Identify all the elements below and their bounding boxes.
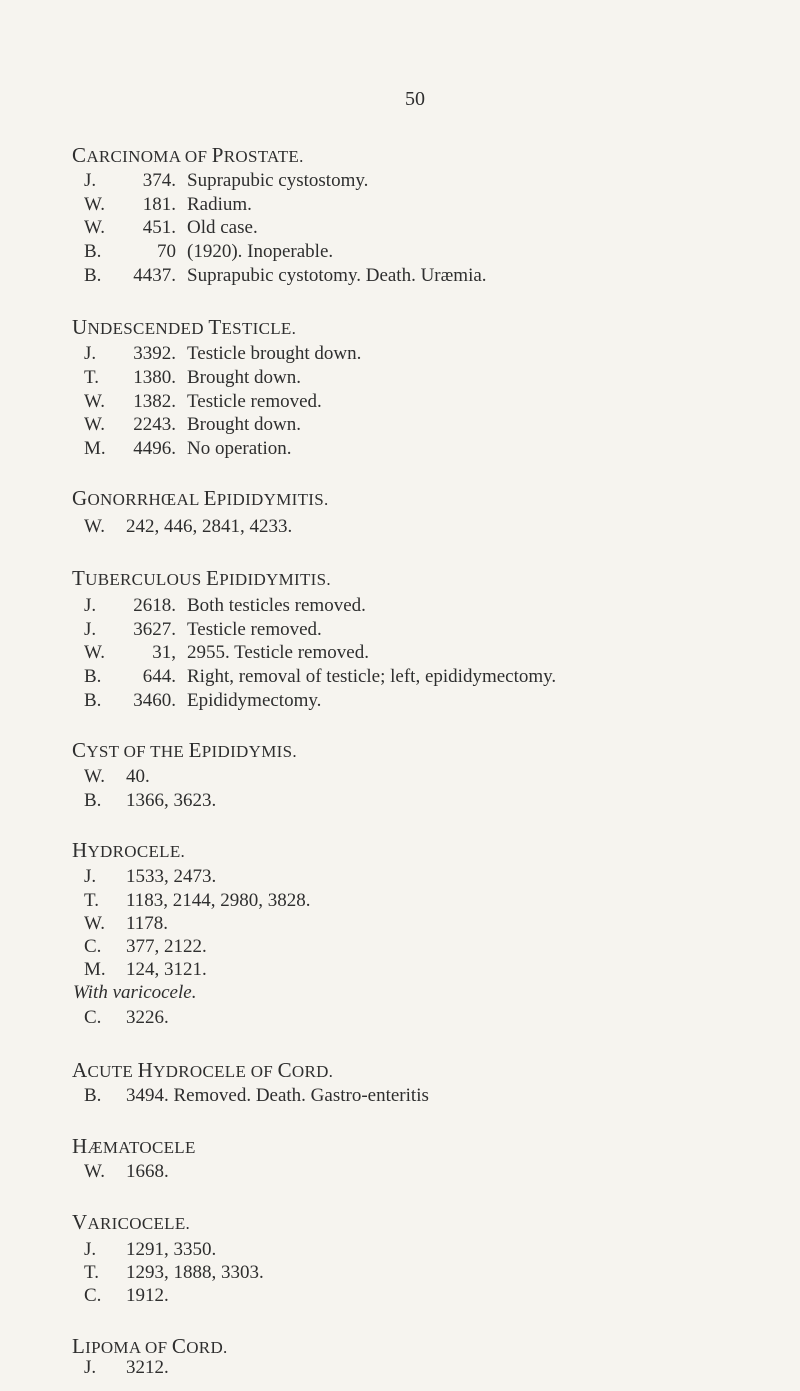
case-row: W. 181. Radium. <box>84 194 252 215</box>
section-heading-acute-hydrocele-cord: ACUTE HYDROCELE OF CORD. <box>72 1058 334 1082</box>
case-row: W. 451. Old case. <box>84 217 258 238</box>
case-row: J. 3392. Testicle brought down. <box>84 343 362 364</box>
case-row: M. 4496. No operation. <box>84 438 292 459</box>
page-number: 50 <box>405 88 425 110</box>
case-row: B. 3460. Epididymectomy. <box>84 690 322 711</box>
case-row: B. 644. Right, removal of testicle; left, epididymectomy. <box>84 666 557 687</box>
case-row: M. 124, 3121. <box>84 959 207 980</box>
section-heading-gonorrhoeal-epididymitis: GONORRHŒAL EPIDIDYMITIS. <box>72 486 329 510</box>
case-row: J. 3627. Testicle removed. <box>84 619 322 640</box>
case-row: W. 31, 2955. Testicle removed. <box>84 642 369 663</box>
case-row: J. 374. Suprapubic cystostomy. <box>84 170 369 191</box>
case-row: J. 3212. <box>84 1357 169 1378</box>
section-heading-haematocele: HÆMATOCELE <box>72 1134 196 1158</box>
case-row: C. 377, 2122. <box>84 936 207 957</box>
case-row: T. 1183, 2144, 2980, 3828. <box>84 890 311 911</box>
case-row: C. 3226. <box>84 1007 169 1028</box>
case-row: B. 3494. Removed. Death. Gastro-enteritis <box>84 1085 429 1106</box>
section-heading-varicocele: VARICOCELE. <box>72 1210 191 1234</box>
case-row: W. 1668. <box>84 1161 169 1182</box>
section-heading-cyst-epididymis: CYST OF THE EPIDIDYMIS. <box>72 738 297 762</box>
case-row: J. 2618. Both testicles removed. <box>84 595 366 616</box>
case-row: B. 1366, 3623. <box>84 790 217 811</box>
section-heading-tuberculous-epididymitis: TUBERCULOUS EPIDIDYMITIS. <box>72 566 331 590</box>
case-row: T. 1380. Brought down. <box>84 367 301 388</box>
section-heading-carcinoma-prostate: CARCINOMA OF PROSTATE. <box>72 143 304 167</box>
case-row: J. 1291, 3350. <box>84 1239 217 1260</box>
case-row: W. 2243. Brought down. <box>84 414 301 435</box>
subheading-with-varicocele: With varicocele. <box>73 982 197 1003</box>
section-heading-undescended-testicle: UNDESCENDED TESTICLE. <box>72 315 297 339</box>
case-row: W. 40. <box>84 766 150 787</box>
case-row: W. 242, 446, 2841, 4233. <box>84 516 293 537</box>
case-row: B. 70 (1920). Inoperable. <box>84 241 334 262</box>
section-heading-hydrocele: HYDROCELE. <box>72 838 186 862</box>
case-row: C. 1912. <box>84 1285 169 1306</box>
case-row: W. 1178. <box>84 913 169 934</box>
section-heading-lipoma-cord: LIPOMA OF CORD. <box>72 1334 228 1358</box>
case-row: W. 1382. Testicle removed. <box>84 391 322 412</box>
case-row: T. 1293, 1888, 3303. <box>84 1262 264 1283</box>
case-row: B. 4437. Suprapubic cystotomy. Death. Uræmia. <box>84 265 487 286</box>
case-row: J. 1533, 2473. <box>84 866 217 887</box>
